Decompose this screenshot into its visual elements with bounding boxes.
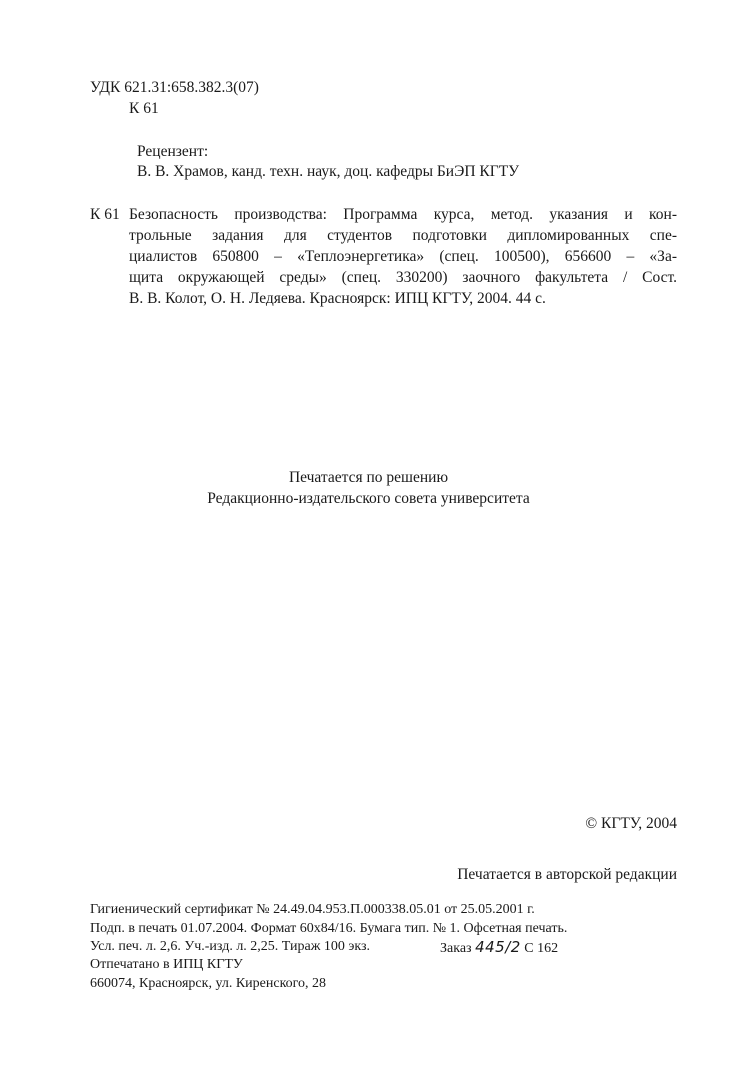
reviewer-label: Рецензент: xyxy=(137,143,209,160)
imprint-certificate: Гигиенический сертификат № 24.49.04.953.П.000338.05.01 от 25.05.2001 г. xyxy=(90,902,535,917)
udk-code: УДК 621.31:658.382.3(07) xyxy=(90,79,259,96)
order-suffix: С 162 xyxy=(524,941,559,956)
entry-line: Безопасность производства: Программа курса, метод. указания и кон- xyxy=(129,206,677,223)
imprint-address: 660074, Красноярск, ул. Киренского, 28 xyxy=(90,976,327,991)
imprint-order xyxy=(440,937,558,959)
order-label: Заказ xyxy=(440,941,472,956)
entry-line: циалистов 650800 – «Теплоэнергетика» (спец. 100500), 656600 – «За- xyxy=(129,248,677,265)
author-edition-note: Печатается в авторской редакции xyxy=(457,866,677,883)
entry-line: трольные задания для студентов подготовки дипломированных спе- xyxy=(129,227,677,244)
entry-line: В. В. Колот, О. Н. Ледяева. Красноярск: ИПЦ КГТУ, 2004. 44 с. xyxy=(129,290,546,307)
publish-note-line1: Печатается по решению xyxy=(288,469,449,486)
k-code: К 61 xyxy=(129,100,159,117)
reviewer-name: В. В. Храмов, канд. техн. наук, доц. кафедры БиЭП КГТУ xyxy=(137,163,520,180)
order-number: 445/2 xyxy=(475,938,521,956)
publish-note-line2: Редакционно-издательского совета университета xyxy=(207,490,530,507)
entry-line: щита окружающей среды» (спец. 330200) заочного факультета / Сост. xyxy=(129,269,677,286)
imprint-print-details: Подп. в печать 01.07.2004. Формат 60x84/16. Бумага тип. № 1. Офсетная печать. xyxy=(90,921,568,936)
imprint-volume: Усл. печ. л. 2,6. Уч.-изд. л. 2,25. Тираж 100 экз. xyxy=(90,939,371,954)
copyright: © КГТУ, 2004 xyxy=(585,815,677,832)
entry-code: К 61 xyxy=(90,206,120,223)
imprint-printed-at: Отпечатано в ИПЦ КГТУ xyxy=(90,957,243,972)
